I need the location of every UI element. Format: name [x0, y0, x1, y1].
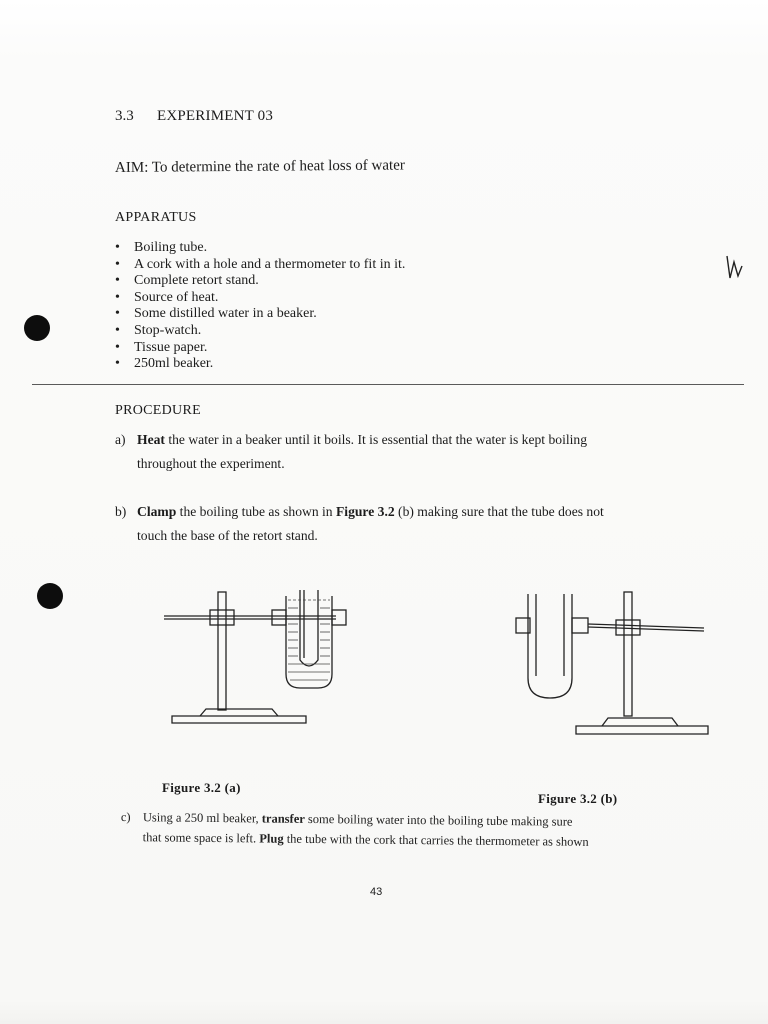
step-text-line2: the tube with the cork that carries the thermometer as shown — [283, 831, 589, 849]
step-keyword: Heat — [137, 432, 165, 447]
list-item: • 250ml beaker. — [115, 356, 405, 373]
figure-caption-a: Figure 3.2 (a) — [162, 780, 241, 795]
aim-line — [115, 157, 405, 177]
procedure-heading: PROCEDURE — [115, 403, 201, 418]
list-item: • Boiling tube. — [115, 240, 405, 257]
binder-hole-bottom — [37, 583, 63, 609]
page-number: 43 — [370, 886, 383, 898]
list-item: • A cork with a hole and a thermometer to fit in it. — [115, 257, 405, 274]
aim-label: AIM: — [114, 159, 149, 176]
section-number: 3.3 — [115, 108, 134, 124]
step-keyword-2: Plug — [259, 831, 284, 846]
figure-3-2a-apparatus — [160, 588, 380, 738]
figure-reference: Figure 3.2 — [336, 504, 395, 519]
step-text-line2: touch the base of the retort stand. — [137, 528, 318, 543]
figure-3-2b-apparatus — [510, 588, 710, 748]
divider-line — [32, 384, 744, 385]
list-item: • Source of heat. — [115, 290, 405, 307]
step-text-after: (b) making sure that the tube does not — [394, 504, 604, 519]
step-keyword: Clamp — [137, 504, 177, 519]
step-text-line2: throughout the experiment. — [137, 456, 285, 471]
step-text: the water in a beaker until it boils. It is essential that the water is kept boiling — [164, 432, 587, 447]
step-marker: c) — [120, 809, 131, 825]
step-text-line2-pre: that some space is left. — [142, 830, 260, 846]
list-item: • Stop-watch. — [115, 323, 405, 340]
step-marker: b) — [115, 504, 127, 519]
procedure-step-a — [115, 428, 675, 476]
aim-text: To determine the rate of heat loss of water — [151, 157, 405, 176]
step-text: the boiling tube as shown in — [176, 504, 336, 519]
list-item: • Some distilled water in a beaker. — [115, 306, 405, 323]
figure-caption-b: Figure 3.2 (b) — [538, 791, 618, 806]
step-text-pre: Using a 250 ml beaker, — [142, 810, 262, 826]
list-item: • Complete retort stand. — [115, 273, 405, 290]
step-keyword: transfer — [261, 811, 305, 826]
handwritten-mark — [722, 248, 752, 288]
section-title: EXPERIMENT 03 — [157, 108, 274, 124]
step-text: some boiling water into the boiling tube making sure — [304, 811, 573, 829]
binder-hole-top — [24, 315, 50, 341]
procedure-step-b — [115, 500, 675, 548]
list-item: • Tissue paper. — [115, 340, 405, 357]
apparatus-heading: APPARATUS — [115, 210, 197, 225]
procedure-step-c — [121, 807, 663, 853]
apparatus-list — [115, 240, 405, 373]
step-marker: a) — [115, 432, 126, 447]
